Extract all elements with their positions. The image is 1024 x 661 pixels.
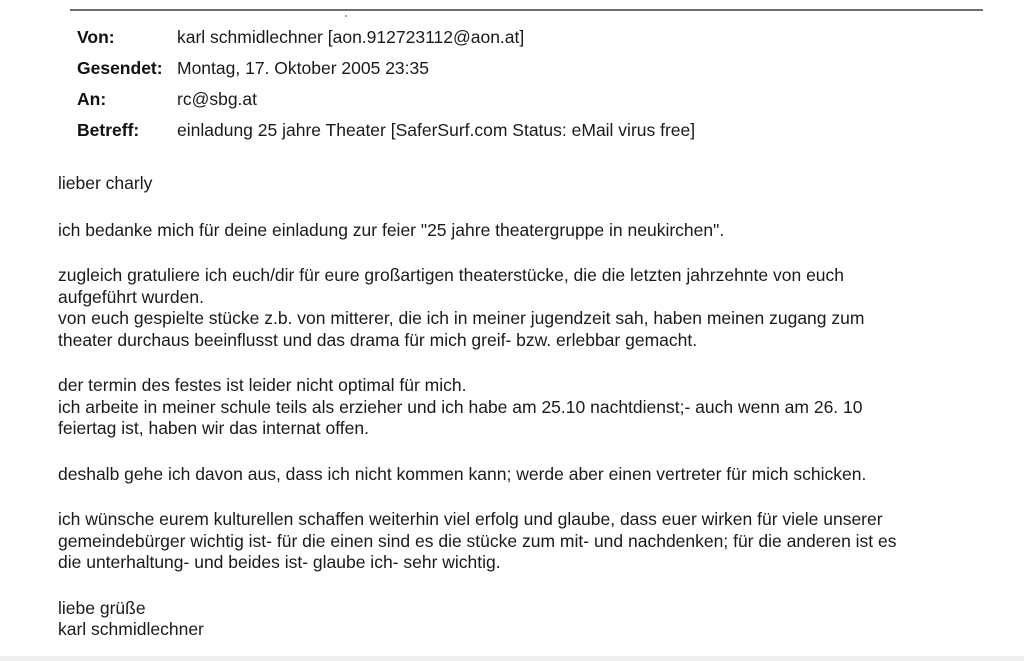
email-header <box>77 27 695 151</box>
paragraph-congrats-line-2: aufgeführt wurden. <box>58 286 204 307</box>
paragraph-congrats-line-4: theater durchaus beeinflusst und das drama für mich greif- bzw. erlebbar gemacht. <box>58 329 698 350</box>
paragraph-thanks: ich bedanke mich für deine einladung zur feier "25 jahre theatergruppe in neukirchen". <box>58 219 725 240</box>
email-body <box>58 173 998 641</box>
paragraph-date-line-1: der termin des festes ist leider nicht optimal für mich. <box>58 375 467 395</box>
to-value: rc@sbg.at <box>177 89 258 109</box>
signature: karl schmidlechner <box>58 619 204 639</box>
sent-value: Montag, 17. Oktober 2005 23:35 <box>177 58 429 78</box>
paragraph-date-line-3: feiertag ist, haben wir das internat offen. <box>58 418 369 438</box>
header-from-row <box>77 27 695 58</box>
subject-label: Betreff: <box>77 120 140 140</box>
scan-speck <box>345 15 347 17</box>
page-bottom-edge <box>0 656 1024 661</box>
header-subject-row <box>77 120 695 151</box>
paragraph-wishes-line-2: gemeindebürger wichtig ist- für die einen sind es die stücke zum mit- und nachdenken; für die anderen ist es <box>58 530 897 551</box>
greeting: lieber charly <box>58 173 153 193</box>
paragraph-wishes-line-3: die unterhaltung- und beides ist- glaube ich- sehr wichtig. <box>58 552 501 572</box>
paragraph-congrats-line-3: von euch gespielte stücke z.b. von mitterer, die ich in meiner jugendzeit sah, haben meinen zugang zum <box>58 308 865 328</box>
header-divider <box>70 9 983 11</box>
header-to-row <box>77 89 695 120</box>
subject-value: einladung 25 jahre Theater [SaferSurf.com Status: eMail virus free] <box>177 120 696 140</box>
paragraph-wishes-line-1: ich wünsche eurem kulturellen schaffen weiterhin viel erfolg und glaube, dass euer wirken für viele unserer <box>58 509 883 529</box>
header-sent-row <box>77 58 695 89</box>
paragraph-date-line-2: ich arbeite in meiner schule teils als erzieher und ich habe am 25.10 nachtdienst;- auch wenn am 26. 10 <box>58 396 863 417</box>
from-value: karl schmidlechner [aon.912723112@aon.at] <box>177 27 525 47</box>
from-label: Von: <box>77 27 115 47</box>
sent-label: Gesendet: <box>77 58 163 78</box>
closing: liebe grüße <box>58 597 146 618</box>
paragraph-absence: deshalb gehe ich davon aus, dass ich nicht kommen kann; werde aber einen vertreter für mich schicken. <box>58 463 867 484</box>
to-label: An: <box>77 89 107 109</box>
paragraph-congrats-line-1: zugleich gratuliere ich euch/dir für eure großartigen theaterstücke, die die letzten jahrzehnte von euch <box>58 265 845 285</box>
